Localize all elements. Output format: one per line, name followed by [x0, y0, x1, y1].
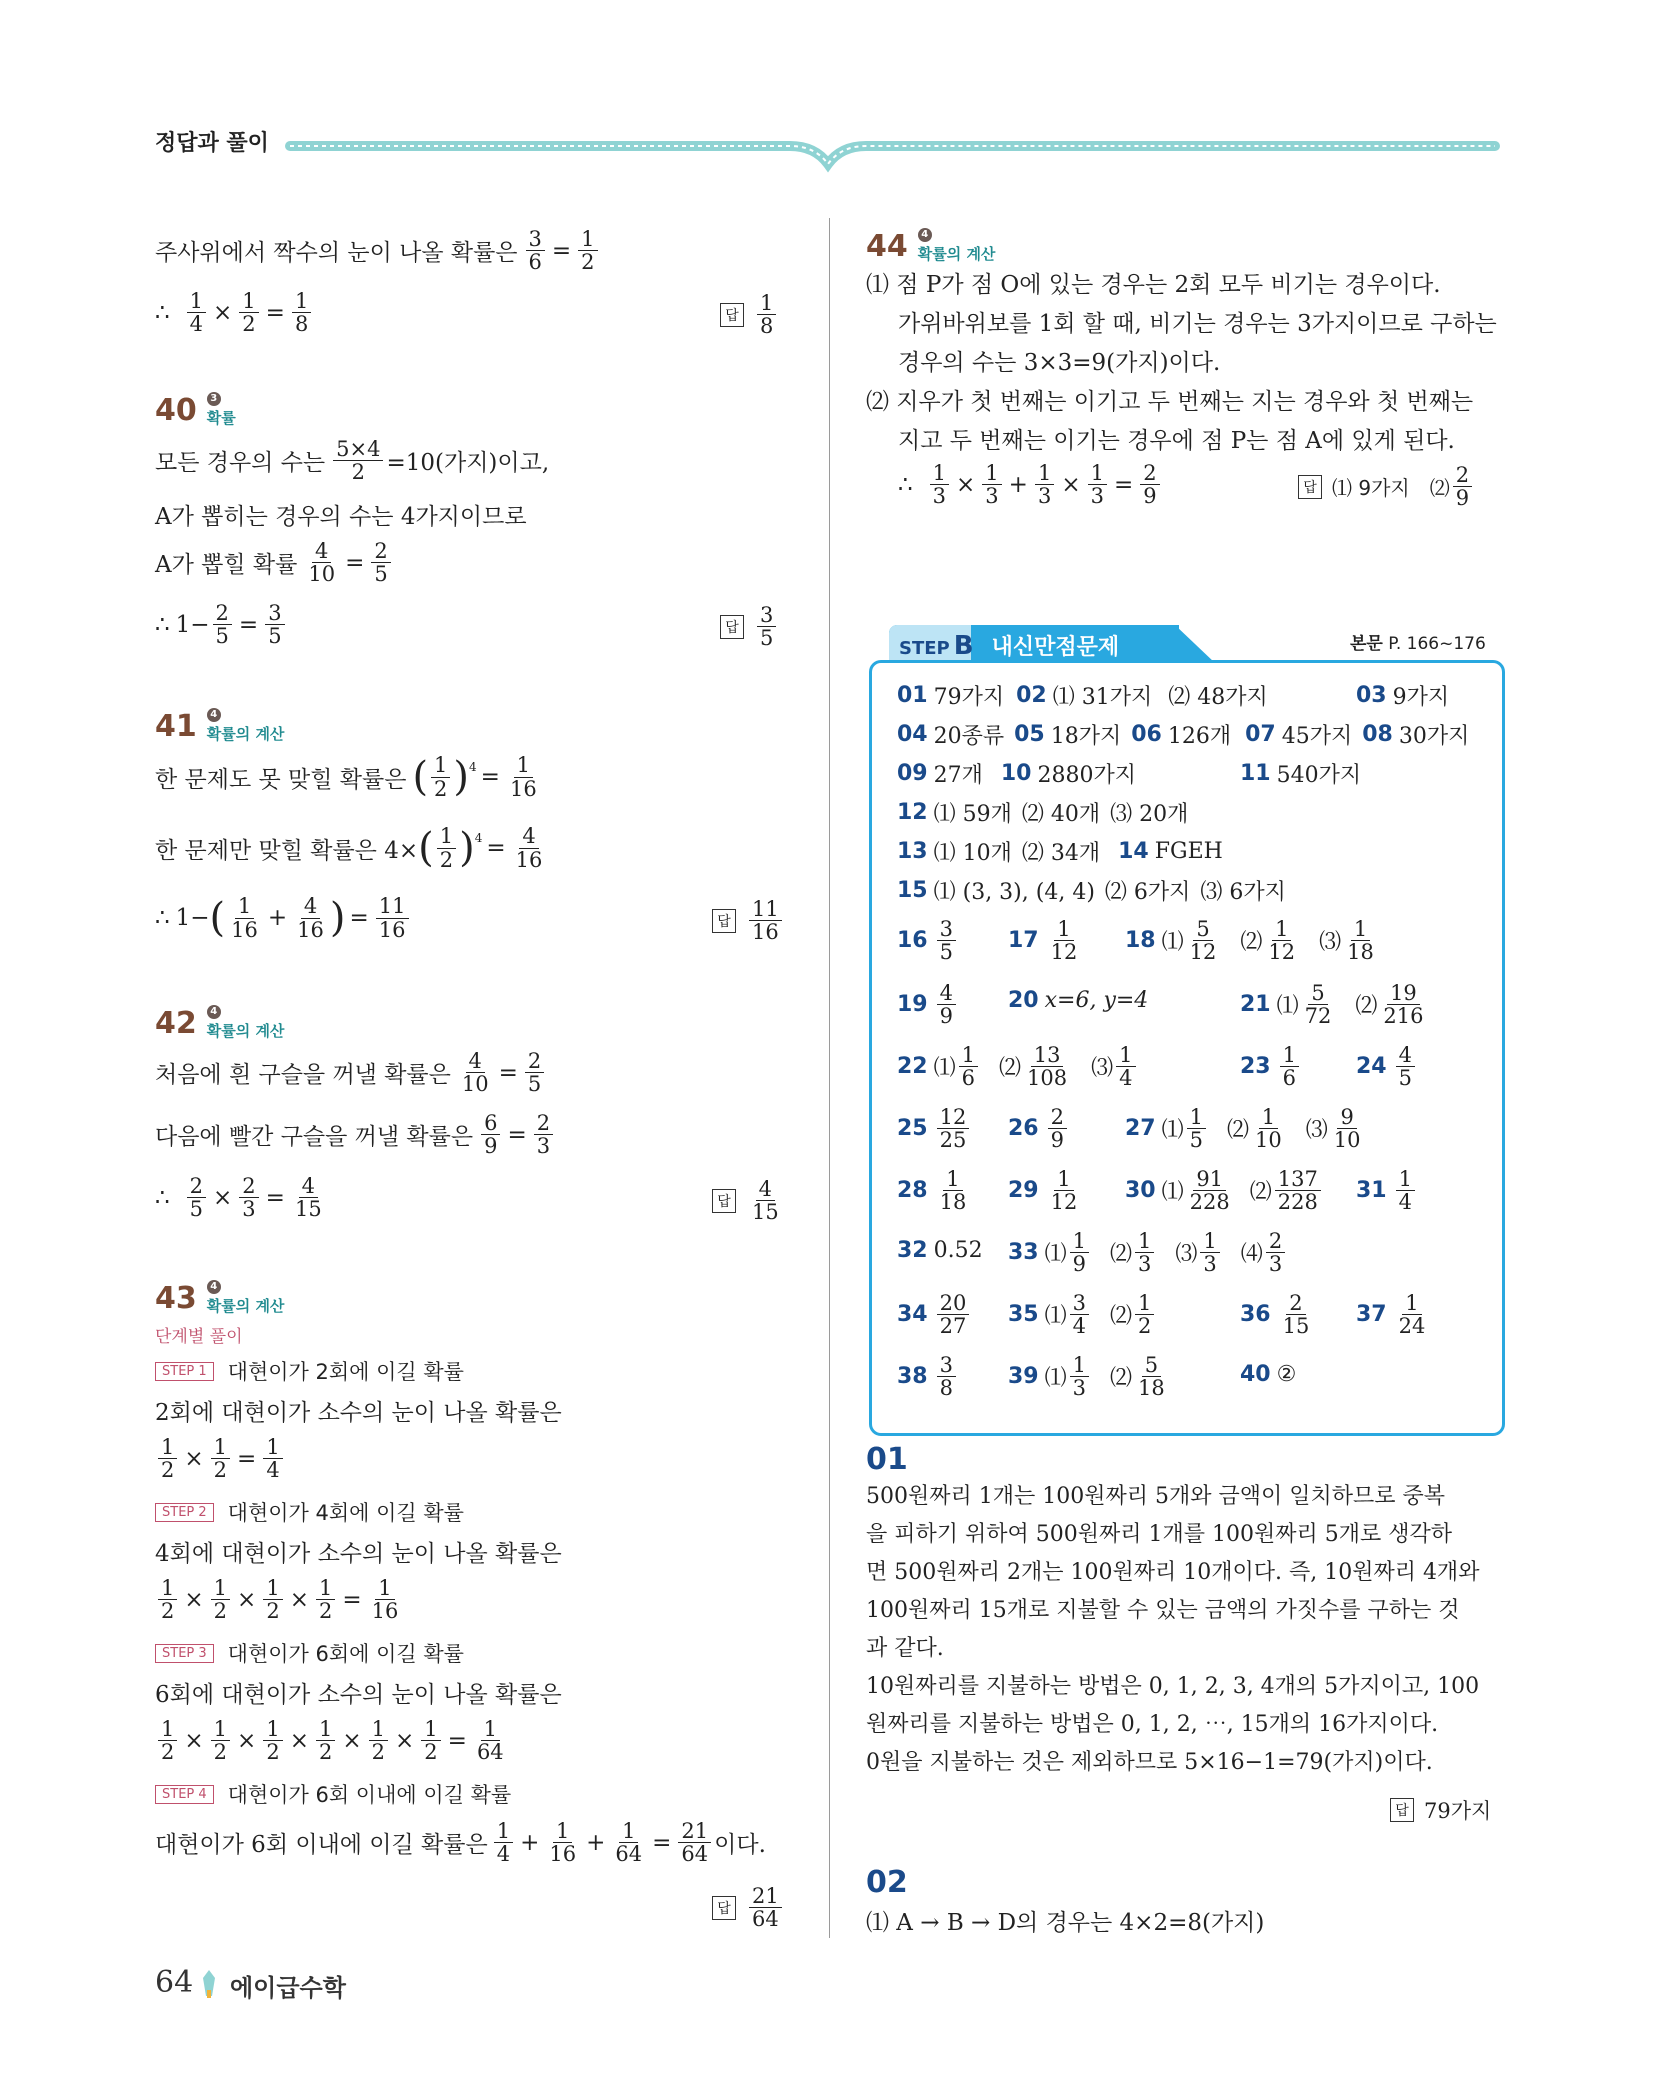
- problem-44-b2: 지고 두 번째는 이기는 경우에 점 P는 점 A에 있게 된다.: [898, 428, 1455, 454]
- answer-03: 03 9가지: [1356, 683, 1450, 710]
- problem-44-a1: ⑴ 점 P가 점 O에 있는 경우는 2회 모두 비기는 경우이다.: [866, 272, 1441, 298]
- step-2-line: 4회에 대현이가 소수의 눈이 나올 확률은: [155, 1541, 562, 1567]
- header-decoration: [0, 118, 1654, 178]
- answer-row-1: 01 79가지 02 ⑴ 31가지 ⑵ 48가지: [897, 683, 1268, 710]
- answer-16: 16 $\frac{3}{5}$: [897, 918, 959, 963]
- answer-32: 32 0.52: [897, 1238, 983, 1263]
- problem-40-line2: A가 뽑히는 경우의 수는 4가지이므로: [155, 504, 527, 530]
- stepwise-solution-label: 단계별 풀이: [155, 1327, 243, 1347]
- answer-26: 26 $\frac{2}{9}$: [1008, 1106, 1070, 1151]
- problem-41-line2: 한 문제만 맞힐 확률은 4× ( $\frac{1}{2}$ ) $^4$ = $\frac{4}{16}$: [155, 824, 543, 872]
- step-b-banner-tail: [1175, 625, 1215, 663]
- step-3: STEP 3 대현이가 6회에 이길 확률: [155, 1638, 464, 1668]
- answer-row-3: 09 27개 10 2880가지: [897, 761, 1136, 788]
- pencil-icon: [200, 1968, 218, 2000]
- answer-38: 38 $\frac{3}{8}$: [897, 1354, 959, 1399]
- problem-44-result: ∴ $\frac{1}{3}$ × $\frac{1}{3}$ + $\frac{1}{3}$ × $\frac{1}{3}$ = $\frac{2}{9}$: [898, 462, 1163, 507]
- answer-19: 19 $\frac{4}{9}$: [897, 982, 959, 1027]
- problem-42-line2: 다음에 빨간 구슬을 꺼낼 확률은 $\frac{6}{9}$ = $\frac{2}{3}$: [155, 1112, 556, 1157]
- answer-43: 답 $\frac{21}{64}$: [712, 1885, 785, 1930]
- problem-44-a2: 가위바위보를 1회 할 때, 비기는 경우는 3가지이므로 구하는: [898, 311, 1497, 337]
- answer-37: 37 $\frac{1}{24}$: [1356, 1291, 1426, 1339]
- step-3-calc: $\frac{1}{2}$ × $\frac{1}{2}$ × $\frac{1}{2}$ × $\frac{1}{2}$ × $\frac{1}{2}$ × $\frac{1}{2}$ = $\frac{1}{64}$: [155, 1718, 510, 1763]
- answer-27: 27 ⑴ $\frac{1}{5}$ ⑵ $\frac{1}{10}$ ⑶ $\frac{9}{10}$: [1125, 1105, 1361, 1153]
- intro-result: ∴ $\frac{1}{4}$ × $\frac{1}{2}$ = $\frac{1}{8}$: [155, 290, 314, 335]
- answer-row-5: 13 ⑴ 10개 ⑵ 34개 14 FGEH: [897, 839, 1223, 866]
- answer-31: 31 $\frac{1}{4}$: [1356, 1168, 1418, 1213]
- answer-41: 답 $\frac{11}{16}$: [712, 898, 785, 943]
- step-1-calc: $\frac{1}{2}$ × $\frac{1}{2}$ = $\frac{1}{4}$: [155, 1436, 286, 1481]
- answer-row-2: 04 20종류 05 18가지 06 126개 07 45가지 08 30가지: [897, 722, 1470, 749]
- solution-01-number: 01: [866, 1442, 908, 1477]
- problem-42-result: ∴ $\frac{2}{5}$ × $\frac{2}{3}$ = $\frac{4}{15}$: [155, 1174, 322, 1222]
- answer-20: 20 x=6, y=4: [1008, 988, 1149, 1013]
- problem-44-b1: ⑵ 지우가 첫 번째는 이기고 두 번째는 지는 경우와 첫 번째는: [866, 389, 1474, 415]
- answer-35: 35 ⑴ $\frac{3}{4}$ ⑵ $\frac{1}{2}$: [1008, 1292, 1157, 1337]
- step-3-line: 6회에 대현이가 소수의 눈이 나올 확률은: [155, 1682, 562, 1708]
- answer-21: 21 ⑴ $\frac{5}{72}$ ⑵ $\frac{19}{216}$: [1240, 981, 1424, 1029]
- answer-40-key: 40 ②: [1240, 1362, 1297, 1387]
- problem-44-a3: 경우의 수는 3×3=9(가지)이다.: [898, 350, 1221, 376]
- problem-40-result: ∴ 1− $\frac{2}{5}$ = $\frac{3}{5}$: [155, 602, 288, 647]
- step-1: STEP 1 대현이가 2회에 이길 확률: [155, 1356, 464, 1386]
- problem-41-header: 41 4 확률의 계산: [155, 709, 285, 744]
- answer-18: 18 ⑴ $\frac{5}{12}$ ⑵ $\frac{1}{12}$ ⑶ $\frac{1}{18}$: [1125, 917, 1374, 965]
- answer-24: 24 $\frac{4}{5}$: [1356, 1044, 1418, 1089]
- answer-30: 30 ⑴ $\frac{91}{228}$ ⑵ $\frac{137}{228}$: [1125, 1168, 1324, 1213]
- solution-02-number: 02: [866, 1865, 908, 1900]
- answer-34: 34 $\frac{20}{27}$: [897, 1292, 972, 1337]
- problem-43-header: 43 4 확률의 계산: [155, 1281, 285, 1316]
- solution-02-text: ⑴ A → B → D의 경우는 4×2=8(가지): [866, 1910, 1265, 1936]
- answer-25: 25 $\frac{12}{25}$: [897, 1106, 972, 1151]
- problem-42-header: 42 4 확률의 계산: [155, 1006, 285, 1041]
- answer-01: 답 79가지: [1390, 1795, 1491, 1825]
- answer-42: 답 $\frac{4}{15}$: [712, 1178, 785, 1223]
- answer-39: 답 $\frac{1}{8}$: [720, 292, 779, 337]
- problem-44-header: 44 4 확률의 계산: [866, 229, 996, 264]
- problem-41-result: ∴ 1− ( $\frac{1}{16}$ + $\frac{4}{16}$ ) = $\frac{11}{16}$: [155, 895, 412, 941]
- answer-39: 39 ⑴ $\frac{1}{3}$ ⑵ $\frac{5}{18}$: [1008, 1353, 1165, 1401]
- problem-40-header: 40 3 확률: [155, 393, 236, 428]
- answer-44: 답 ⑴ 9가지 ⑵ $\frac{2}{9}$: [1298, 464, 1475, 509]
- problem-40-line3: A가 뽑힐 확률 $\frac{4}{10}$ = $\frac{2}{5}$: [155, 540, 394, 585]
- step-4-line: 대현이가 6회 이내에 이길 확률은 $\frac{1}{4}$ + $\frac{1}{16}$ + $\frac{1}{64}$ = $\frac{21}{64}$ 이다.: [155, 1819, 766, 1867]
- answer-33: 33 ⑴ $\frac{1}{9}$ ⑵ $\frac{1}{3}$ ⑶ $\frac{1}{3}$ ⑷ $\frac{2}{3}$: [1008, 1230, 1288, 1275]
- answer-11: 11 540가지: [1240, 761, 1362, 788]
- answer-28: 28 $\frac{1}{18}$: [897, 1167, 967, 1215]
- answer-36: 36 $\frac{2}{15}$: [1240, 1291, 1310, 1339]
- step-1-line: 2회에 대현이가 소수의 눈이 나올 확률은: [155, 1400, 562, 1426]
- page-number: 64: [155, 1965, 194, 2000]
- intro-line: 주사위에서 짝수의 눈이 나올 확률은 $\frac{3}{6}$ = $\frac{1}{2}$: [155, 228, 601, 273]
- problem-42-line1: 처음에 흰 구슬을 꺼낼 확률은 $\frac{4}{10}$ = $\frac{2}{5}$: [155, 1050, 547, 1095]
- answer-29: 29 $\frac{1}{12}$: [1008, 1167, 1078, 1215]
- answer-40: 답 $\frac{3}{5}$: [720, 604, 779, 649]
- answer-22: 22 ⑴ $\frac{1}{6}$ ⑵ $\frac{13}{108}$ ⑶ $\frac{1}{4}$: [897, 1044, 1139, 1089]
- solution-01-text: 500원짜리 1개는 100원짜리 5개와 금액이 일치하므로 중복 을 피하기 위하여 500원짜리 1개를 100원짜리 5개로 생각하 면 500원짜리 2개는 100원짜리 10개이다. 즉, 10원짜리 4개와 100원짜리 15개로 지불할 수 있는 금액의 가짓수를 구하는 것 과 같다. 10원짜리를 지불하는 방법은 0, 1, 2, 3, 4개의 5가지이고, 100 원짜리를 지불하는 방법은 0, 1, 2, ⋯, 15개의 16가지이다. 0원을 지불하는 것은 제외하므로 5×16−1=79(가지)이다.: [866, 1484, 1480, 1775]
- problem-40-line1: 모든 경우의 수는 $\frac{5\times 4}{2}$ =10(가지)이고,: [155, 437, 550, 485]
- step-2: STEP 2 대현이가 4회에 이길 확률: [155, 1497, 464, 1527]
- answer-23: 23 $\frac{1}{6}$: [1240, 1044, 1302, 1089]
- answer-row-4: 12 ⑴ 59개 ⑵ 40개 ⑶ 20개: [897, 800, 1189, 827]
- step-2-calc: $\frac{1}{2}$ × $\frac{1}{2}$ × $\frac{1}{2}$ × $\frac{1}{2}$ = $\frac{1}{16}$: [155, 1577, 404, 1622]
- brand-logo: 에이급수학: [230, 1974, 346, 2002]
- textbook-reference: 본문 P. 166~176: [1350, 634, 1486, 654]
- answer-row-6: 15 ⑴ (3, 3), (4, 4) ⑵ 6가지 ⑶ 6가지: [897, 878, 1286, 905]
- answer-17: 17 $\frac{1}{12}$: [1008, 917, 1078, 965]
- step-b-title: STEP B 내신만점문제: [899, 631, 1120, 661]
- problem-41-line1: 한 문제도 못 맞힐 확률은 ( $\frac{1}{2}$ ) $^4$ = $\frac{1}{16}$: [155, 753, 537, 801]
- page-header-title: 정답과 풀이: [155, 131, 269, 156]
- column-divider: [829, 218, 830, 1938]
- step-4: STEP 4 대현이가 6회 이내에 이길 확률: [155, 1779, 511, 1809]
